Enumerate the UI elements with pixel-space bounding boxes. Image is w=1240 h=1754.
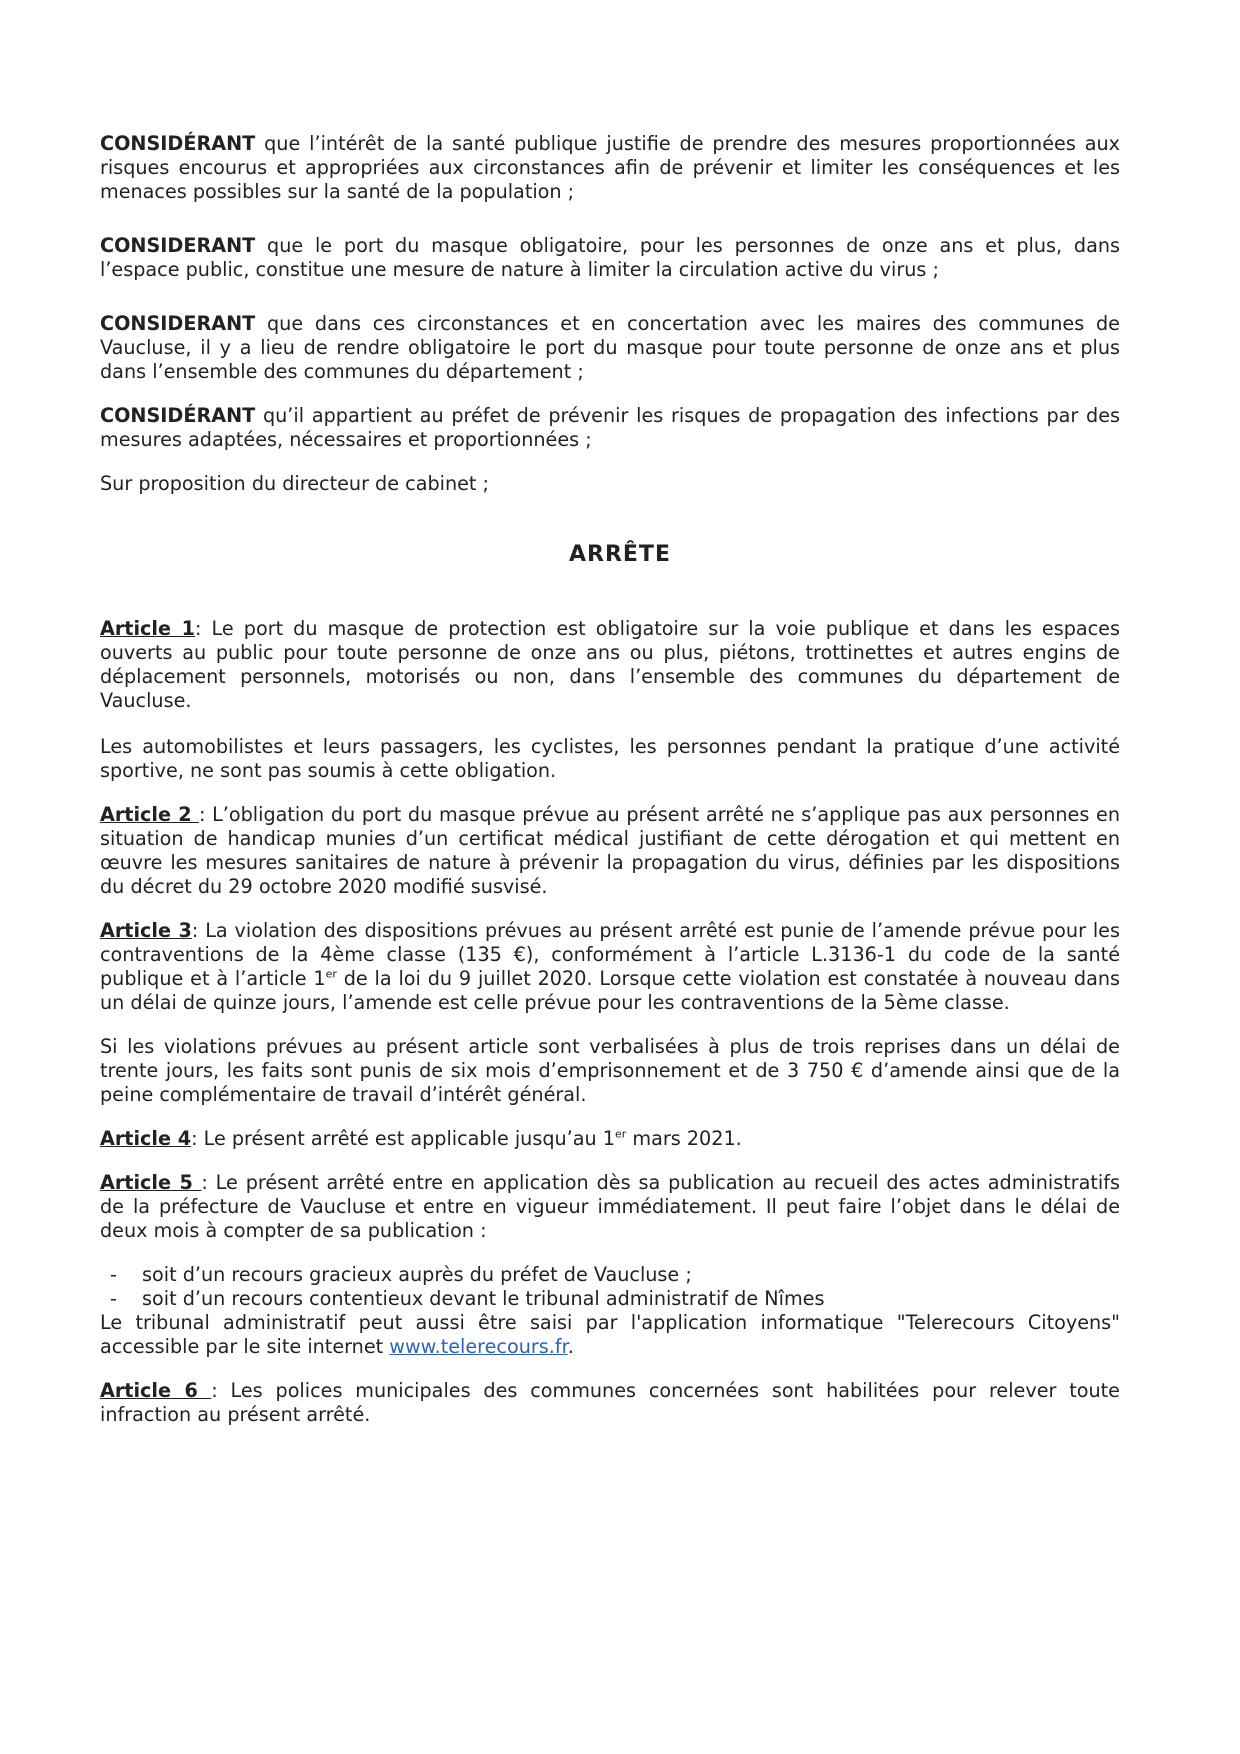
telerecours-link[interactable]: www.telerecours.fr: [389, 1335, 568, 1358]
article-1: [100, 617, 1120, 713]
article-3-superscript: er: [325, 967, 337, 981]
list-item: - soit d’un recours contentieux devant le tribunal administratif de Nîmes: [100, 1287, 1120, 1311]
considerant-keyword: CONSIDÉRANT: [100, 132, 256, 155]
telerecours-text: Le tribunal administratif peut aussi être saisi par l'application informatique "Telerecours Citoyens" accessible par le site internet: [100, 1311, 1120, 1358]
article-3-label: Article 3: [100, 919, 192, 942]
telerecours-paragraph: [100, 1311, 1120, 1359]
article-4-text-a: : Le présent arrêté est applicable jusqu’au 1: [191, 1127, 616, 1150]
considerant-text: qu’il appartient au préfet de prévenir les risques de propagation des infections par des mesures adaptées, nécessaires et proportionnées ;: [100, 404, 1120, 451]
considerant-keyword: CONSIDERANT: [100, 312, 256, 335]
telerecours-end: .: [567, 1335, 574, 1358]
article-2: [100, 803, 1120, 899]
considerant-keyword: CONSIDERANT: [100, 234, 256, 257]
considerant-text: que dans ces circonstances et en concertation avec les maires des communes de Vaucluse, il y a lieu de rendre obligatoire le port du masque pour toute personne de onze ans et plus dans l’ensemble des communes du département ;: [100, 312, 1120, 383]
article-6-text: : Les polices municipales des communes concernées sont habilitées pour relever toute infraction au présent arrêté.: [100, 1379, 1120, 1426]
list-item: - soit d’un recours gracieux auprès du préfet de Vaucluse ;: [100, 1263, 1120, 1287]
article-5-text: : Le présent arrêté entre en application dès sa publication au recueil des actes administratifs de la préfecture de Vaucluse et entre en vigueur immédiatement. Il peut faire l’objet dans le délai de deux mois à compter de sa publication :: [100, 1171, 1120, 1242]
article-6-label: Article 6: [100, 1379, 212, 1402]
article-4: [100, 1127, 1120, 1151]
considerant-1: [100, 132, 1120, 204]
considerant-text: que l’intérêt de la santé publique justifie de prendre des mesures proportionnées aux risques encourus et appropriées aux circonstances afin de prévenir et limiter les conséquences et les menaces possibles sur la santé de la population ;: [100, 132, 1120, 203]
article-2-text: : L’obligation du port du masque prévue au présent arrêté ne s’applique pas aux personnes en situation de handicap munies d’un certificat médical justifiant de cette dérogation et qui mettent en œuvre les mesures sanitaires de nature à prévenir la propagation du virus, définies par les dispositions du décret du 29 octobre 2020 modifié susvisé.: [100, 803, 1120, 898]
article-4-text-b: mars 2021.: [626, 1127, 742, 1150]
considerant-keyword: CONSIDÉRANT: [100, 404, 256, 427]
article-1-label: Article 1: [100, 617, 196, 640]
article-4-superscript: er: [615, 1127, 627, 1141]
article-6: [100, 1379, 1120, 1427]
article-4-label: Article 4: [100, 1127, 192, 1150]
article-3: [100, 919, 1120, 1015]
article-1-text: : Le port du masque de protection est obligatoire sur la voie publique et dans les espaces ouverts au public pour toute personne de onze ans ou plus, piétons, trottinettes et autres engins de déplacement personnels, motorisés ou non, dans l’ensemble des communes du département de Vaucluse.: [100, 617, 1120, 712]
considerant-3: [100, 312, 1120, 384]
considerant-text: que le port du masque obligatoire, pour les personnes de onze ans et plus, dans l’espace public, constitue une mesure de nature à limiter la circulation active du virus ;: [100, 234, 1120, 281]
considerant-2: [100, 234, 1120, 282]
article-5-label: Article 5: [100, 1171, 202, 1194]
considerant-4: [100, 404, 1120, 452]
article-3-text-a: : La violation des dispositions prévues au présent arrêté est punie de l’amende prévue pour les contraventions de la 4ème classe (135 €), conformément à l’article L.3136-1 du code de la santé publique et à l’article 1: [100, 919, 1120, 990]
decree-title: ARRÊTE: [569, 542, 671, 567]
proposition-line: Sur proposition du directeur de cabinet ;: [100, 472, 490, 495]
article-3-paragraph-2: Si les violations prévues au présent article sont verbalisées à plus de trois reprises dans un délai de trente jours, les faits sont punis de six mois d’emprisonnement et de 3 750 € d’amende ainsi que de la peine complémentaire de travail d’intérêt général.: [100, 1035, 1120, 1106]
article-2-label: Article 2: [100, 803, 199, 826]
recourse-list: [100, 1263, 1120, 1311]
article-5: [100, 1171, 1120, 1243]
article-3-text-b: de la loi du 9 juillet 2020. Lorsque cette violation est constatée à nouveau dans un délai de quinze jours, l’amende est celle prévue pour les contraventions de la 5ème classe.: [100, 967, 1120, 1014]
article-1-paragraph-2: Les automobilistes et leurs passagers, les cyclistes, les personnes pendant la pratique d’une activité sportive, ne sont pas soumis à cette obligation.: [100, 735, 1120, 782]
